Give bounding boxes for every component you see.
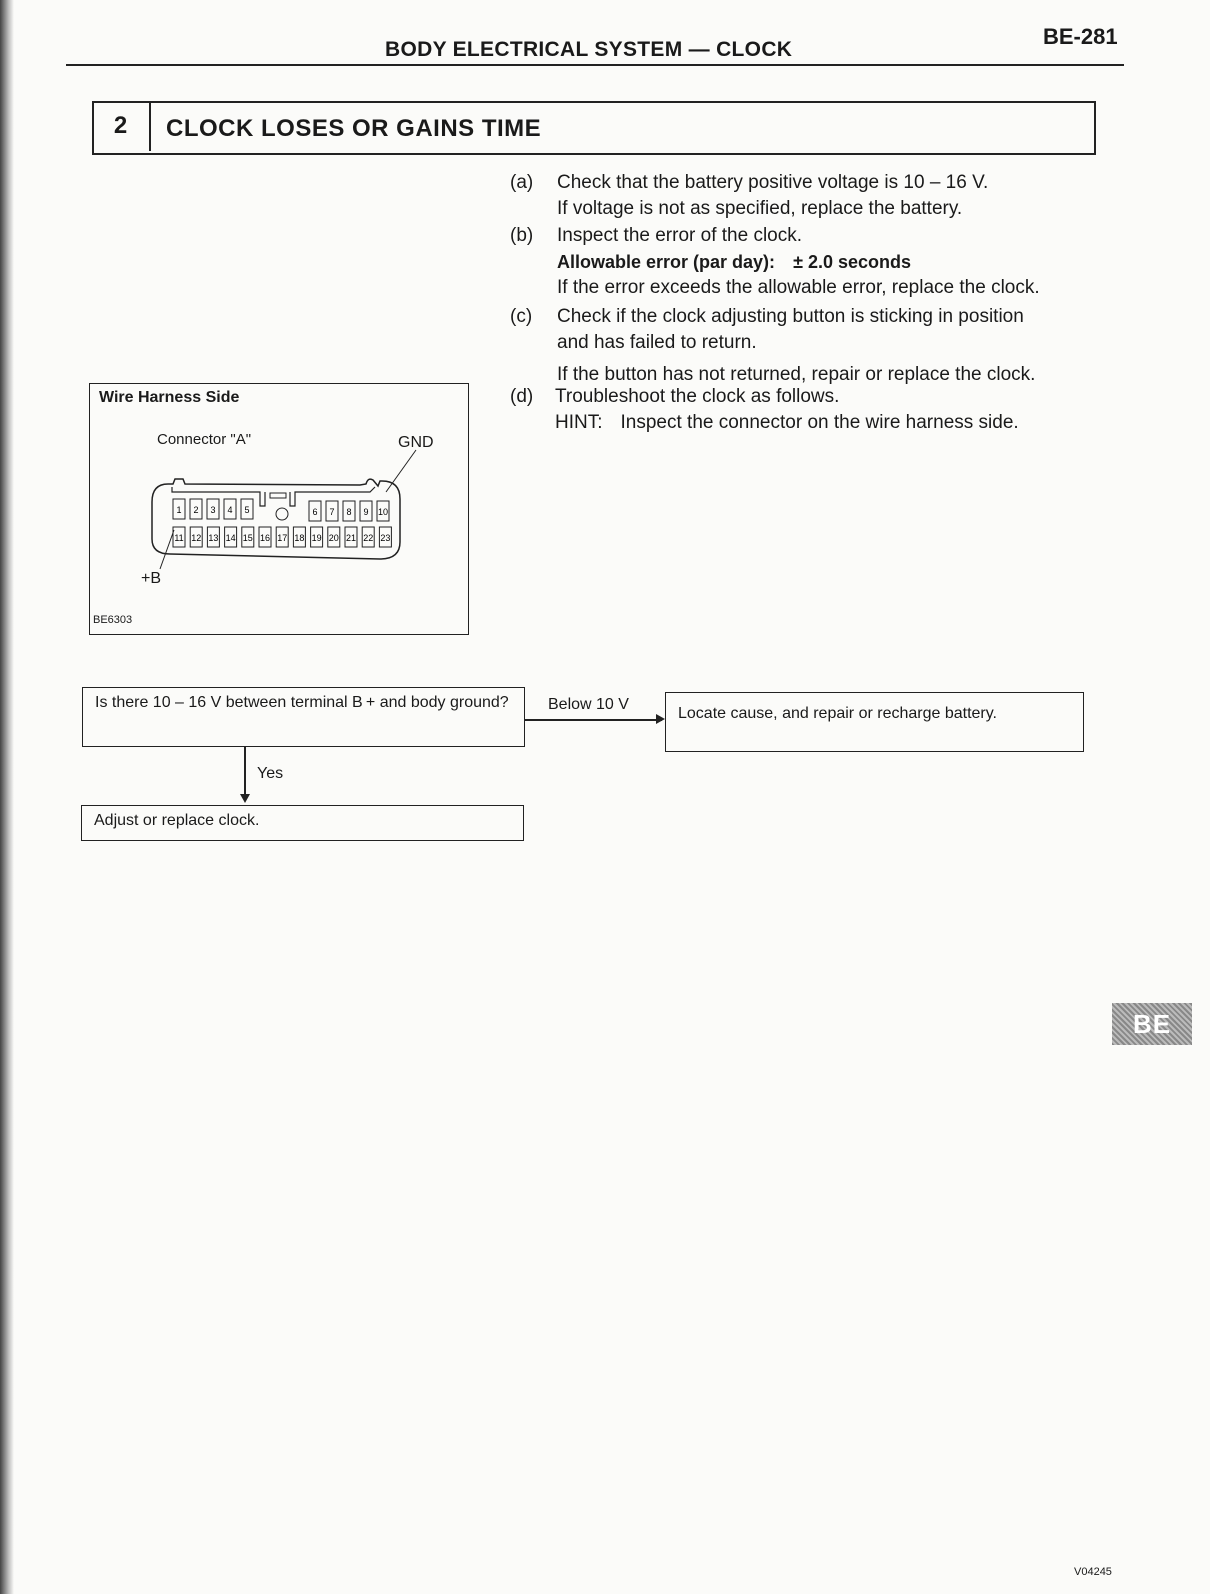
step-text: Check that the battery positive voltage is 10 – 16 V. bbox=[557, 172, 989, 193]
step-label: (a) bbox=[510, 172, 534, 193]
step-text: If the button has not returned, repair or replace the clock. bbox=[557, 364, 1036, 385]
step-c bbox=[510, 304, 1035, 388]
pin-number: 3 bbox=[210, 505, 216, 515]
pin-number: 17 bbox=[277, 533, 288, 543]
pin-number: 21 bbox=[345, 533, 357, 543]
pin-number: 5 bbox=[244, 505, 250, 515]
figure-code: BE6303 bbox=[93, 614, 133, 626]
section-number: 2 bbox=[92, 101, 151, 151]
yes-arrow bbox=[244, 747, 246, 797]
page-number: BE-281 bbox=[1043, 24, 1118, 49]
pin-number: 8 bbox=[346, 507, 352, 517]
flow-question: Is there 10 – 16 V between terminal B + and body ground? bbox=[95, 694, 509, 711]
figure-title: Wire Harness Side bbox=[99, 389, 240, 406]
footer-code: V04245 bbox=[1074, 1566, 1112, 1578]
step-label: (b) bbox=[510, 225, 534, 246]
step-text: If voltage is not as specified, replace the battery. bbox=[557, 198, 963, 219]
connector-label: Connector "A" bbox=[157, 431, 252, 448]
pin-number: 23 bbox=[380, 533, 391, 543]
spec-value: ± 2.0 seconds bbox=[793, 252, 911, 272]
flow-question-box bbox=[82, 687, 525, 747]
step-b bbox=[510, 223, 1040, 301]
section-tab: BE bbox=[1112, 1003, 1192, 1045]
pin-number: 10 bbox=[377, 507, 389, 517]
arrowhead-icon bbox=[240, 794, 250, 803]
pin-number: 14 bbox=[225, 533, 236, 543]
step-label: (c) bbox=[510, 306, 533, 327]
flow-yes-action-box bbox=[81, 805, 524, 841]
arrowhead-icon bbox=[656, 714, 665, 724]
pin-number: 1 bbox=[176, 505, 182, 515]
step-text: If the error exceeds the allowable error, replace the clock. bbox=[557, 277, 1040, 298]
gnd-label: GND bbox=[398, 434, 434, 451]
pin-number: 19 bbox=[311, 533, 322, 543]
no-arrow bbox=[525, 719, 662, 721]
flow-no-action: Locate cause, and repair or recharge battery. bbox=[678, 705, 997, 722]
bplus-label: +B bbox=[141, 570, 162, 587]
step-text: Troubleshoot the clock as follows. bbox=[555, 386, 840, 407]
step-d bbox=[510, 384, 1019, 436]
spec-label: Allowable error (par day): bbox=[557, 252, 776, 272]
connector-figure bbox=[89, 383, 469, 635]
header-title: BODY ELECTRICAL SYSTEM — CLOCK bbox=[385, 38, 793, 61]
step-text: and has failed to return. bbox=[557, 332, 757, 353]
pin-number: 6 bbox=[312, 507, 318, 517]
hint-text: Inspect the connector on the wire harness side. bbox=[620, 412, 1019, 433]
pin-number: 12 bbox=[191, 533, 202, 543]
pin-number: 20 bbox=[328, 533, 339, 543]
pin-number: 2 bbox=[193, 505, 199, 515]
pin-number: 13 bbox=[208, 533, 219, 543]
connector-drawing bbox=[90, 384, 468, 634]
pin-number: 11 bbox=[174, 533, 184, 543]
no-branch-label: Below 10 V bbox=[548, 696, 629, 713]
flow-no-action-box bbox=[665, 692, 1084, 752]
pin-number: 16 bbox=[259, 533, 271, 543]
yes-branch-label: Yes bbox=[257, 765, 284, 782]
pin-number: 18 bbox=[294, 533, 305, 543]
step-label: (d) bbox=[510, 386, 534, 407]
scan-edge bbox=[0, 0, 14, 1594]
pin-number: 15 bbox=[242, 533, 253, 543]
hint-label: HINT: bbox=[555, 412, 603, 433]
step-a bbox=[510, 170, 988, 222]
header-rule bbox=[66, 64, 1124, 66]
pin-number: 22 bbox=[363, 533, 374, 543]
pin-number: 7 bbox=[329, 507, 335, 517]
section-title: CLOCK LOSES OR GAINS TIME bbox=[166, 115, 542, 142]
pin-number: 9 bbox=[363, 507, 369, 517]
step-text: Check if the clock adjusting button is sticking in position bbox=[557, 306, 1024, 327]
step-text: Inspect the error of the clock. bbox=[557, 225, 803, 246]
pin-number: 4 bbox=[227, 505, 233, 515]
flow-yes-action: Adjust or replace clock. bbox=[94, 812, 260, 829]
